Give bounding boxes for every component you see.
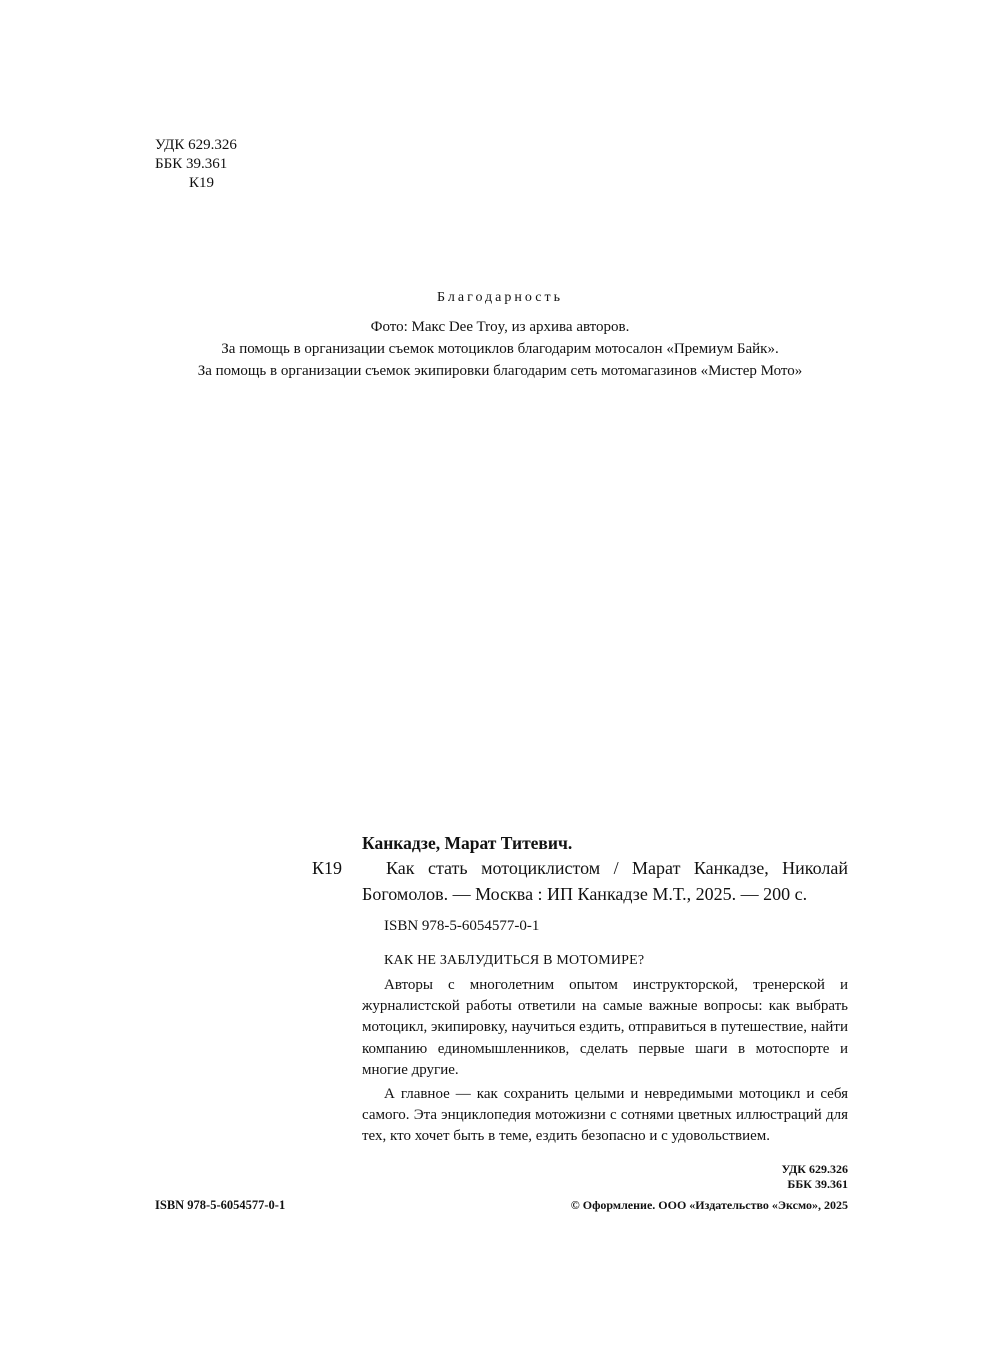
udk-code: УДК 629.326	[155, 137, 237, 153]
biblio-line-1: Как стать мотоциклистом / Марат Канкадзе, Николай	[386, 858, 848, 878]
annotation-paragraph: А главное — как сохранить целыми и невредимыми мотоцикл и себя самого. Эта энциклопедия мотожизни с сотнями цветных иллюстраций для тех, кто хочет быть в теме, ездить безопасно и с удовольствием.	[362, 1086, 848, 1145]
annotation-title: КАК НЕ ЗАБЛУДИТЬСЯ В МОТОМИРЕ?	[384, 953, 645, 968]
card-bibliographic-description	[362, 855, 848, 907]
ack-motorcycles: За помощь в организации съемок мотоциклов благодарим мотосалон «Премиум Байк».	[221, 341, 779, 357]
bibliographic-card	[362, 832, 848, 1192]
ack-photo-credit: Фото: Макс Dee Troy, из архива авторов.	[370, 319, 630, 335]
card-bbk: ББК 39.361	[787, 1176, 848, 1191]
acknowledgements-heading: Благодарность	[437, 290, 563, 305]
bbk-code: ББК 39.361	[155, 156, 228, 172]
card-udk: УДК 629.326	[781, 1161, 848, 1176]
annotation	[362, 975, 848, 1148]
annotation-paragraph: Авторы с многолетним опытом инструкторской, тренерской и журналистской работы ответили на самые важные вопросы: как выбрать мотоцикл, экипировку, научиться ездить, отправиться в путешествие, найти компанию единомышленников, сделать первые шаги в мотоспорте и многие другие.	[362, 977, 848, 1078]
biblio-line-2: Богомолов. — Москва : ИП Канкадзе М.Т., 2025. — 200 с.	[362, 884, 808, 904]
card-classification-codes	[362, 1162, 848, 1192]
card-isbn: ISBN 978-5-6054577-0-1	[384, 918, 540, 934]
classification-codes	[155, 136, 237, 193]
footer-copyright: © Оформление. ООО «Издательство «Эксмо», 2025	[570, 1198, 848, 1212]
card-author-heading: Канкадзе, Марат Титевич.	[362, 833, 573, 853]
card-author-mark: К19	[312, 858, 343, 878]
ack-equipment: За помощь в организации съемок экипировки благодарим сеть мотомагазинов «Мистер Мото»	[197, 363, 803, 379]
acknowledgements	[0, 287, 1000, 382]
footer-isbn: ISBN 978-5-6054577-0-1	[155, 1198, 286, 1212]
author-mark: К19	[189, 175, 215, 191]
